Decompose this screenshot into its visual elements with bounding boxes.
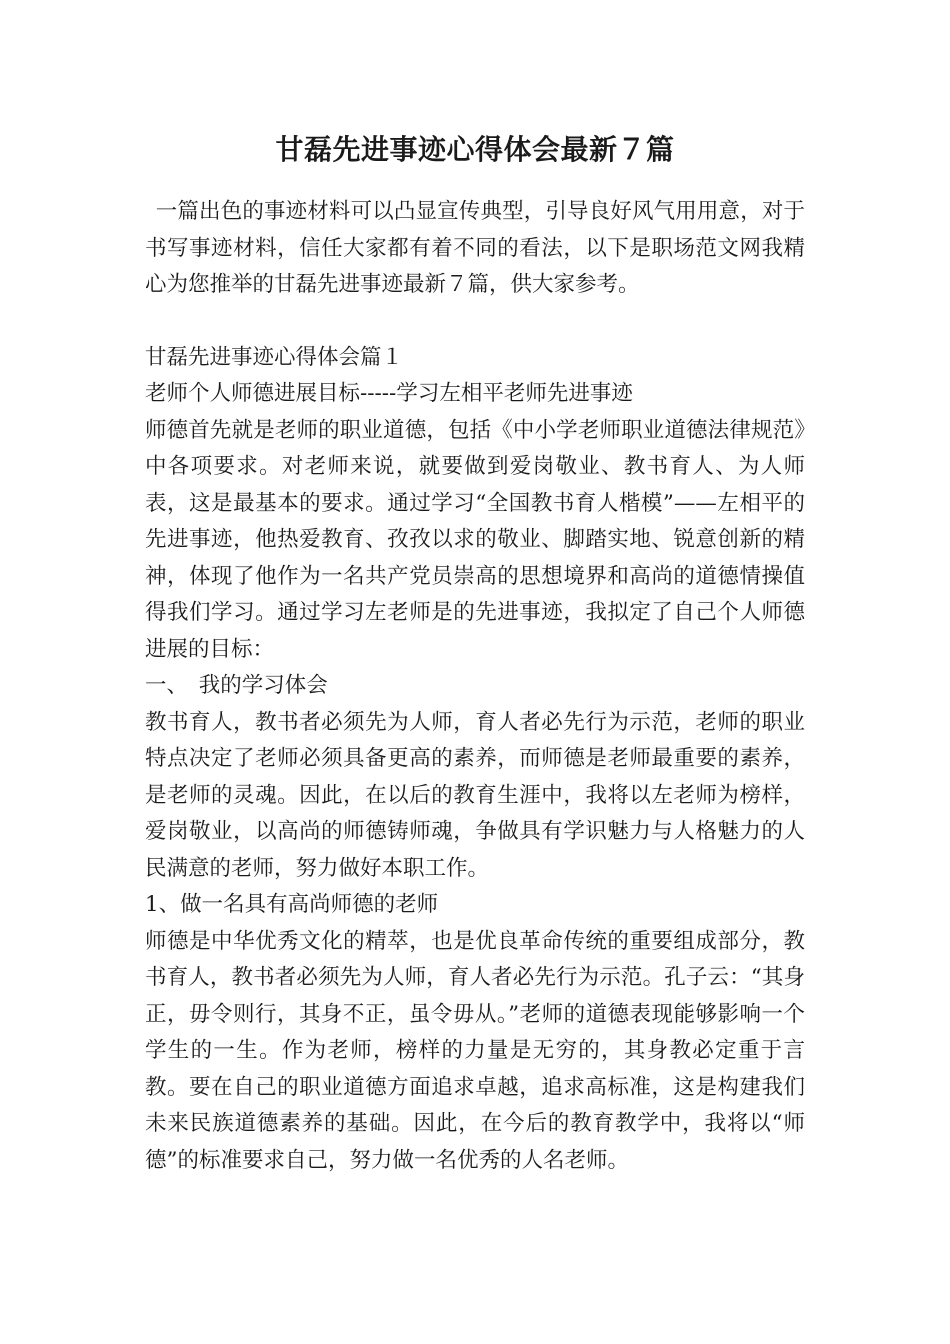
paragraph-gap [145,304,805,340]
body-paragraph: 师德首先就是老师的职业道德，包括《中小学老师职业道德法律规范》中各项要求。对老师来说，就要做到爱岗敬业、教书育人、为人师表，这是最基本的要求。通过学习“全国教书育人楷模”——左相平的先进事迹，他热爱教育、孜孜以求的敬业、脚踏实地、锐意创新的精神，体现了他作为一名共产党员崇高的思想境界和高尚的道德情操值得我们学习。通过学习左老师是的先进事迹，我拟定了自己个人师德进展的目标： [145,417,805,662]
list-heading-1: 一、 我的学习体会 [145,673,328,698]
list-heading-2: 1、做一名具有高尚师德的老师 [145,892,439,917]
intro-paragraph: 一篇出色的事迹材料可以凸显宣传典型，引导良好风气用用意，对于书写事迹材料，信任大家都有着不同的看法，以下是职场范文网我精心为您推举的甘磊先进事迹最新７篇，供大家参考。 [145,199,805,297]
body-paragraph: 师德是中华优秀文化的精萃，也是优良革命传统的重要组成部分，教书育人，教书者必须先为人师，育人者必先行为示范。孔子云：“其身正，毋令则行，其身不正，虽令毋从。”老师的道德表现能够影响一个学生的一生。作为老师，榜样的力量是无穷的，其身教必定重于言教。要在自己的职业道德方面追求卓越，追求高标准，这是构建我们未来民族道德素养的基础。因此，在今后的教育教学中，我将以“师德”的标准要求自己，努力做一名优秀的人名老师。 [145,928,805,1173]
section-heading-1: 甘磊先进事迹心得体会篇１ [145,344,404,370]
document-body [145,128,805,1179]
subtitle-line: 老师个人师德进展目标-----学习左相平老师先进事迹 [145,381,633,406]
document-title: 甘磊先进事迹心得体会最新７篇 [275,133,675,166]
body-paragraph: 教书育人，教书者必须先为人师，育人者必先行为示范，老师的职业特点决定了老师必须具备更高的素养，而师德是老师最重要的素养，是老师的灵魂。因此，在以后的教育生涯中，我将以左老师为榜样，爱岗敬业，以高尚的师德铸师魂，争做具有学识魅力与人格魅力的人民满意的老师，努力做好本职工作。 [145,709,805,881]
